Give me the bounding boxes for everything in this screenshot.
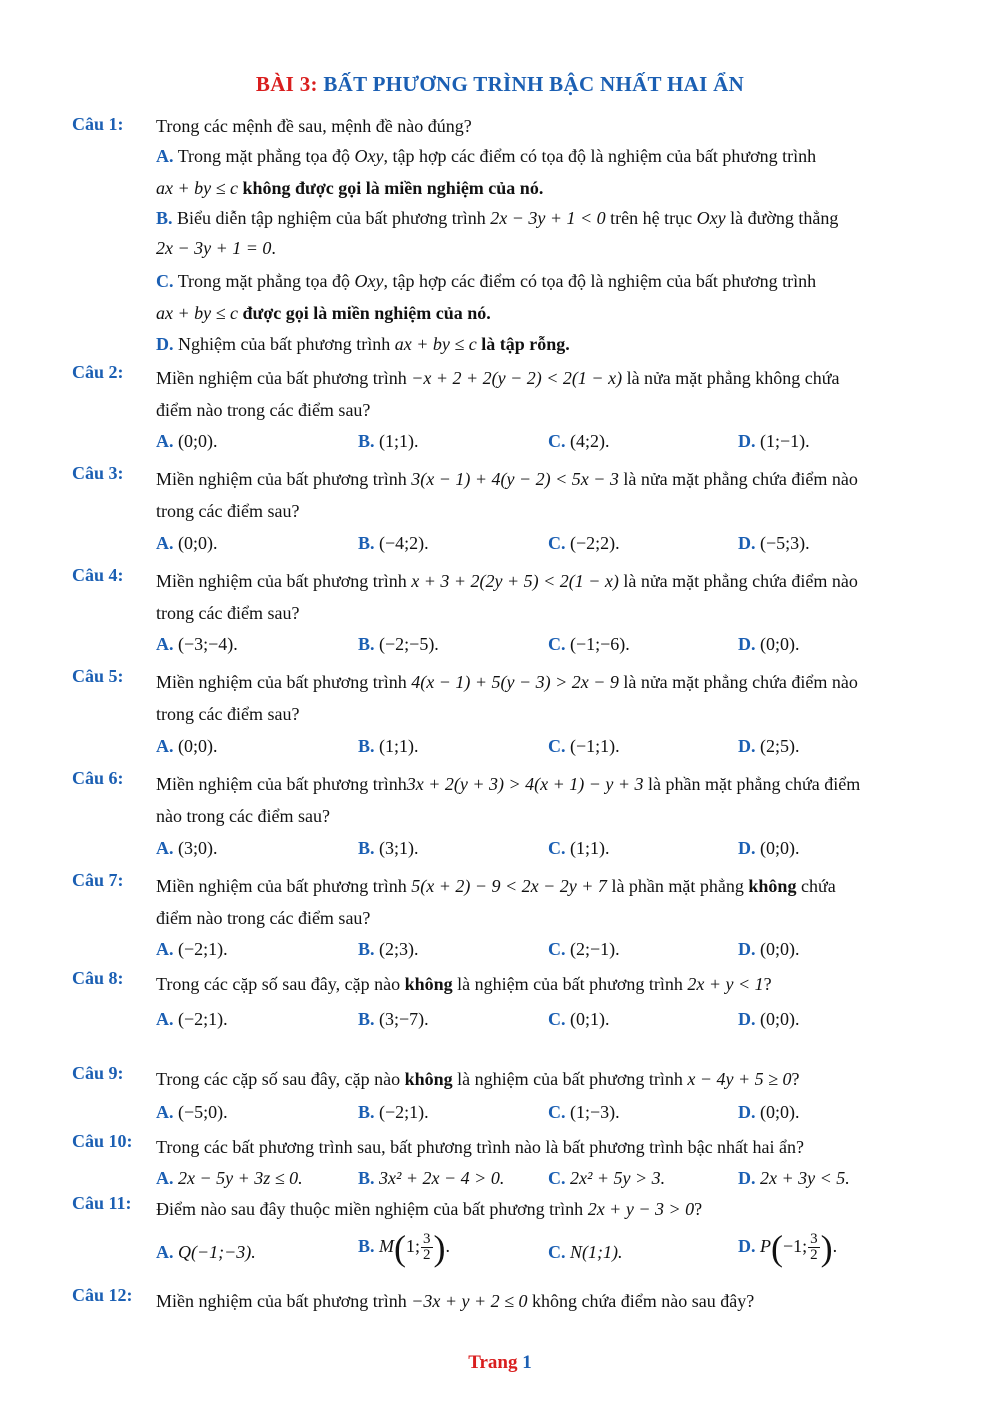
punct: . xyxy=(445,1236,451,1256)
option-d[interactable]: D. (0;0). xyxy=(738,939,800,959)
punct: ? xyxy=(791,1069,800,1089)
question-3 xyxy=(72,463,932,527)
option-value: (1;−1). xyxy=(760,431,810,451)
math-expression: 2x + y < 1 xyxy=(687,974,764,994)
question-text: Miền nghiệm của bất phương trình xyxy=(156,672,407,692)
question-6 xyxy=(72,768,932,832)
option-value: (0;0). xyxy=(760,838,800,858)
math-expression: 5(x + 2) − 9 < 2x − 2y + 7 xyxy=(411,876,607,896)
question-11 xyxy=(72,1193,932,1225)
option-c[interactable]: C. (0;1). xyxy=(548,1009,610,1029)
option-value: (1;1). xyxy=(570,838,610,858)
option-d[interactable]: D. (−5;3). xyxy=(738,533,810,553)
option-a[interactable]: A. (0;0). xyxy=(156,736,218,756)
option-d[interactable]: D. (0;0). xyxy=(738,1102,800,1122)
question-text: Trong các cặp số sau đây, cặp nào xyxy=(156,974,401,994)
option-a[interactable]: A. (−2;1). xyxy=(156,1009,228,1029)
option-text: trên hệ trục xyxy=(610,208,693,228)
question-text: chứa xyxy=(800,876,836,896)
question-text: Miền nghiệm của bất phương trình xyxy=(156,876,407,896)
option-a[interactable]: A. (−5;0). xyxy=(156,1102,228,1122)
option-c[interactable]: C. (4;2). xyxy=(548,431,610,451)
q5-options xyxy=(156,730,936,762)
option-value: (−2;1). xyxy=(379,1102,429,1122)
math-expression: −3x + y + 2 ≤ 0 xyxy=(411,1291,528,1311)
option-b[interactable]: B. (2;3). xyxy=(358,939,419,959)
option-value: (0;0). xyxy=(760,634,800,654)
math-oxy: Oxy xyxy=(354,146,384,166)
title-text: BẤT PHƯƠNG TRÌNH BẬC NHẤT HAI ẨN xyxy=(323,72,745,96)
option-value: (−3;−4). xyxy=(178,634,238,654)
option-c[interactable]: C. (1;1). xyxy=(548,838,610,858)
option-text: , tập hợp các điểm có tọa độ là nghiệm của bất phương trình xyxy=(383,146,817,166)
option-value: (0;0). xyxy=(178,533,218,553)
option-value: 2x − 5y + 3z ≤ 0. xyxy=(178,1168,303,1188)
emphasis: không xyxy=(404,1069,453,1089)
question-5 xyxy=(72,666,932,730)
question-2 xyxy=(72,362,932,426)
question-text: điểm nào trong các điểm sau? xyxy=(156,908,371,928)
question-text: Miền nghiệm của bất phương trình xyxy=(156,571,407,591)
option-c[interactable]: C. (−1;−6). xyxy=(548,634,630,654)
option-value: (0;0). xyxy=(760,939,800,959)
question-10 xyxy=(72,1131,932,1163)
option-value: (1;−3). xyxy=(570,1102,620,1122)
page-number: 1 xyxy=(522,1352,532,1373)
option-value: (−5;0). xyxy=(178,1102,228,1122)
option-value: (0;0). xyxy=(178,431,218,451)
question-number: Câu 12: xyxy=(72,1285,133,1305)
point-name: M xyxy=(379,1236,395,1256)
option-b[interactable]: B. 3x² + 2x − 4 > 0. xyxy=(358,1168,505,1188)
option-b[interactable]: B. M(1; $\frac{3}{2}$ ). xyxy=(358,1227,451,1268)
option-a[interactable]: A. (0;0). xyxy=(156,533,218,553)
option-value: (−4;2). xyxy=(379,533,429,553)
question-text: không chứa điểm nào sau đây? xyxy=(532,1291,755,1311)
question-7 xyxy=(72,870,932,934)
question-text: Miền nghiệm của bất phương trình xyxy=(156,1291,407,1311)
question-text: trong các điểm sau? xyxy=(156,603,300,623)
q1-option-b xyxy=(156,202,936,234)
option-b[interactable]: B. (−4;2). xyxy=(358,533,429,553)
question-number: Câu 11: xyxy=(72,1193,132,1213)
q10-options xyxy=(156,1162,936,1194)
option-value: (−2;2). xyxy=(570,533,620,553)
question-text: là nửa mặt phẳng chứa điểm nào xyxy=(623,672,858,692)
q1-option-a xyxy=(156,140,936,172)
option-value: (0;1). xyxy=(570,1009,610,1029)
option-text: Trong mặt phẳng tọa độ xyxy=(177,146,351,166)
question-text: trong các điểm sau? xyxy=(156,501,300,521)
fraction: $\frac{3}{2}$ xyxy=(423,1231,431,1264)
q6-options xyxy=(156,832,936,864)
option-text: , tập hợp các điểm có tọa độ là nghiệm của bất phương trình xyxy=(383,271,817,291)
coord: 1; xyxy=(406,1236,421,1256)
question-text: Miền nghiệm của bất phương trình xyxy=(156,774,407,794)
question-number: Câu 7: xyxy=(72,870,124,890)
math-expression: −x + 2 + 2(y − 2) < 2(1 − x) xyxy=(411,368,623,388)
page-footer xyxy=(0,1352,1000,1374)
title-label: BÀI 3: xyxy=(255,72,318,96)
option-b[interactable]: B. (1;1). xyxy=(358,431,419,451)
question-number: Câu 5: xyxy=(72,666,124,686)
option-a[interactable]: A. (−3;−4). xyxy=(156,634,238,654)
option-value: (1;1). xyxy=(379,431,419,451)
option-label: C. xyxy=(156,271,174,291)
option-d[interactable]: D. (1;−1). xyxy=(738,431,810,451)
math-expression: ax + by ≤ c xyxy=(394,334,477,354)
punct: . xyxy=(832,1236,838,1256)
option-c[interactable]: C. (2;−1). xyxy=(548,939,620,959)
option-value: (2;3). xyxy=(379,939,419,959)
math-expression: 4(x − 1) + 5(y − 3) > 2x − 9 xyxy=(411,672,619,692)
question-text: là nửa mặt phẳng chứa điểm nào xyxy=(623,571,858,591)
option-value: (2;5). xyxy=(760,736,800,756)
coord: −1; xyxy=(783,1236,808,1256)
punct: ? xyxy=(763,974,772,994)
question-text: Trong các cặp số sau đây, cặp nào xyxy=(156,1069,401,1089)
math-expression: ax + by ≤ c xyxy=(156,178,238,198)
option-label: B. xyxy=(156,208,173,228)
option-d[interactable]: D. (2;5). xyxy=(738,736,800,756)
option-value: 3x² + 2x − 4 > 0. xyxy=(379,1168,505,1188)
option-value: (−1;1). xyxy=(570,736,620,756)
q1-option-b-cont xyxy=(156,232,936,264)
question-text: là nửa mặt phẳng không chứa xyxy=(626,368,840,388)
option-value: (−2;1). xyxy=(178,939,228,959)
option-a[interactable]: A. (0;0). xyxy=(156,431,218,451)
q11-options xyxy=(156,1227,936,1276)
option-value: (−2;−5). xyxy=(379,634,439,654)
punct: ? xyxy=(694,1199,703,1219)
question-text: Miền nghiệm của bất phương trình xyxy=(156,469,407,489)
option-d[interactable]: D. (0;0). xyxy=(738,838,800,858)
footer-label: Trang xyxy=(468,1352,518,1373)
option-d[interactable]: D. P(−1; $\frac{3}{2}$ ). xyxy=(738,1227,838,1268)
option-c[interactable]: C. 2x² + 5y > 3. xyxy=(548,1168,666,1188)
option-value: Q(−1;−3). xyxy=(178,1242,256,1262)
q1-option-d xyxy=(156,328,936,360)
math-expression: 2x + y − 3 > 0 xyxy=(587,1199,695,1219)
question-number: Câu 6: xyxy=(72,768,124,788)
q4-options xyxy=(156,628,936,660)
question-4 xyxy=(72,565,932,629)
option-a[interactable]: A. (3;0). xyxy=(156,838,218,858)
option-value: (4;2). xyxy=(570,431,610,451)
option-value: (2;−1). xyxy=(570,939,620,959)
math-oxy: Oxy xyxy=(354,271,384,291)
question-text: nào trong các điểm sau? xyxy=(156,806,330,826)
math-expression: x − 4y + 5 ≥ 0 xyxy=(687,1069,792,1089)
question-text: Miền nghiệm của bất phương trình xyxy=(156,368,407,388)
option-a[interactable]: A. 2x − 5y + 3z ≤ 0. xyxy=(156,1168,303,1188)
option-d[interactable]: D. (0;0). xyxy=(738,634,800,654)
question-9 xyxy=(72,1063,932,1095)
math-expression: 2x − 3y + 1 < 0 xyxy=(490,208,606,228)
question-number: Câu 1: xyxy=(72,114,124,134)
option-text: Biểu diễn tập nghiệm của bất phương trình xyxy=(177,208,486,228)
q1-option-c-cont xyxy=(156,297,936,329)
q2-options xyxy=(156,425,936,457)
option-value: (0;0). xyxy=(178,736,218,756)
question-number: Câu 9: xyxy=(72,1063,124,1083)
question-text: là nửa mặt phẳng chứa điểm nào xyxy=(623,469,858,489)
q1-option-a-cont xyxy=(156,172,936,204)
question-number: Câu 3: xyxy=(72,463,124,483)
math-expression: 2x − 3y + 1 = 0 xyxy=(156,238,272,258)
question-text: Điểm nào sau đây thuộc miền nghiệm của bất phương trình xyxy=(156,1199,584,1219)
question-text: Trong các mệnh đề sau, mệnh đề nào đúng? xyxy=(156,116,472,136)
emphasis: không xyxy=(404,974,453,994)
punct: . xyxy=(271,238,276,258)
option-text: là đường thẳng xyxy=(730,208,839,228)
option-value: (3;0). xyxy=(178,838,218,858)
option-text-bold: là tập rỗng. xyxy=(481,334,570,354)
math-expression: ax + by ≤ c xyxy=(156,303,238,323)
option-value: (1;1). xyxy=(379,736,419,756)
question-number: Câu 2: xyxy=(72,362,124,382)
option-text-bold: không được gọi là miền nghiệm của nó. xyxy=(242,178,544,198)
question-number: Câu 8: xyxy=(72,968,124,988)
question-text: là nghiệm của bất phương trình xyxy=(457,974,683,994)
q8-options xyxy=(156,1003,936,1035)
option-value: (3;−7). xyxy=(379,1009,429,1029)
question-text: là phần mặt phẳng xyxy=(611,876,744,896)
question-number: Câu 10: xyxy=(72,1131,133,1151)
question-12 xyxy=(72,1285,932,1317)
question-text: trong các điểm sau? xyxy=(156,704,300,724)
option-c[interactable]: C. (−1;1). xyxy=(548,736,620,756)
question-text: Trong các bất phương trình sau, bất phương trình nào là bất phương trình bậc nhất hai ẩn? xyxy=(156,1137,805,1157)
option-text: Nghiệm của bất phương trình xyxy=(178,334,391,354)
option-b[interactable]: B. (3;−7). xyxy=(358,1009,429,1029)
option-value: 2x + 3y < 5. xyxy=(760,1168,850,1188)
option-value: (0;0). xyxy=(760,1102,800,1122)
q3-options xyxy=(156,527,936,559)
option-text-bold: được gọi là miền nghiệm của nó. xyxy=(242,303,491,323)
option-a[interactable]: A. Q(−1;−3). xyxy=(156,1242,256,1262)
option-d[interactable]: D. 2x + 3y < 5. xyxy=(738,1168,850,1188)
question-text: điểm nào trong các điểm sau? xyxy=(156,400,371,420)
option-text: Trong mặt phẳng tọa độ xyxy=(177,271,351,291)
question-text: là nghiệm của bất phương trình xyxy=(457,1069,683,1089)
option-value: (3;1). xyxy=(379,838,419,858)
question-1 xyxy=(72,114,932,138)
option-value: (−1;−6). xyxy=(570,634,630,654)
q9-options xyxy=(156,1096,936,1128)
option-c[interactable]: C. N(1;1). xyxy=(548,1242,623,1262)
option-label: A. xyxy=(156,146,174,166)
question-8 xyxy=(72,968,932,1000)
option-value: (0;0). xyxy=(760,1009,800,1029)
q7-options xyxy=(156,933,936,965)
option-b[interactable]: B. (1;1). xyxy=(358,736,419,756)
emphasis: không xyxy=(748,876,797,896)
math-oxy: Oxy xyxy=(696,208,726,228)
option-b[interactable]: B. (−2;−5). xyxy=(358,634,439,654)
fraction: $\frac{3}{2}$ xyxy=(810,1231,818,1264)
page-title xyxy=(0,72,1000,97)
question-text: là phần mặt phẳng chứa điểm xyxy=(648,774,861,794)
math-expression: 3(x − 1) + 4(y − 2) < 5x − 3 xyxy=(411,469,619,489)
option-a[interactable]: A. (−2;1). xyxy=(156,939,228,959)
option-value: N(1;1). xyxy=(570,1242,623,1262)
option-b[interactable]: B. (−2;1). xyxy=(358,1102,429,1122)
option-d[interactable]: D. (0;0). xyxy=(738,1009,800,1029)
q1-option-c xyxy=(156,265,936,297)
option-value: (−2;1). xyxy=(178,1009,228,1029)
option-label: D. xyxy=(156,334,174,354)
math-expression: x + 3 + 2(2y + 5) < 2(1 − x) xyxy=(411,571,619,591)
option-c[interactable]: C. (−2;2). xyxy=(548,533,620,553)
math-expression: 3x + 2(y + 3) > 4(x + 1) − y + 3 xyxy=(406,774,644,794)
option-value: (−5;3). xyxy=(760,533,810,553)
option-b[interactable]: B. (3;1). xyxy=(358,838,419,858)
option-value: 2x² + 5y > 3. xyxy=(570,1168,666,1188)
point-name: P xyxy=(760,1236,771,1256)
option-c[interactable]: C. (1;−3). xyxy=(548,1102,620,1122)
question-number: Câu 4: xyxy=(72,565,124,585)
